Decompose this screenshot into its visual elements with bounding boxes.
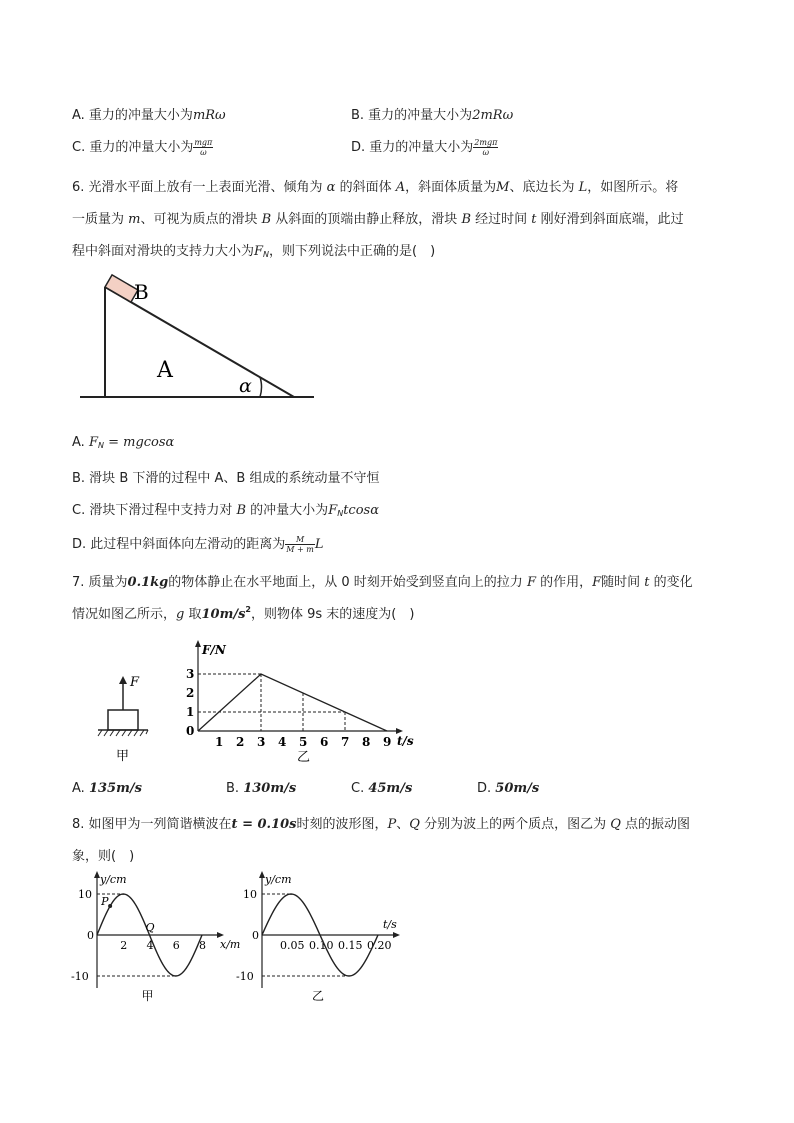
x-tick-label: 0.05: [280, 939, 305, 952]
y-axis-arrow: [195, 640, 201, 647]
figure-caption: 乙: [312, 989, 325, 1003]
q7-stem-line-2: [72, 603, 414, 622]
math: F: [526, 575, 536, 590]
math: Q: [409, 817, 420, 832]
y-tick-label: 2: [186, 686, 195, 700]
x-tick-label: 8: [199, 939, 206, 952]
y-axis-label: y/cm: [100, 873, 127, 886]
y-axis-label: F/N: [202, 643, 226, 657]
ground-hatching: [98, 730, 148, 736]
text: 7. 质量为: [72, 575, 128, 590]
x-tick-label: 2: [236, 735, 245, 749]
x-tick-label: 7: [341, 735, 350, 749]
q7-option-a: [72, 781, 142, 796]
figure-jia-caption: 甲: [116, 749, 130, 764]
q5-option-d-fraction: [473, 138, 498, 157]
q7-option-c: [351, 781, 412, 796]
math: F: [88, 435, 98, 450]
x-tick-label: 3: [257, 735, 266, 749]
y-tick-label: 1: [186, 705, 195, 719]
x-axis-label: t/s: [397, 734, 414, 748]
x-tick-label: 0.10: [309, 939, 334, 952]
math-superscript: 2: [245, 605, 251, 614]
q5-option-d-text: D. 重力的冲量大小为: [351, 140, 474, 155]
y-tick-label: 3: [186, 667, 195, 681]
math: 10m/s: [201, 607, 246, 622]
math: F: [592, 575, 602, 590]
fraction-denominator: ω: [200, 148, 207, 157]
x-tick-label: 2: [120, 939, 128, 952]
fraction-numerator: 2mgπ: [474, 138, 498, 147]
math-subscript: N: [97, 441, 104, 450]
math-subscript: N: [263, 250, 270, 259]
x-tick-label: 0.15: [338, 939, 363, 952]
text: ，则物体 9s 末的速度为( ): [250, 607, 415, 622]
q5-option-a: [72, 104, 226, 123]
angle-arc: [260, 377, 262, 397]
point-p-label: P: [101, 895, 109, 909]
x-tick-label: 8: [362, 735, 371, 749]
fraction-denominator: M + m: [286, 545, 314, 554]
q6-option-b: [72, 467, 379, 486]
text: A.: [72, 781, 89, 796]
x-axis-label: x/m: [220, 938, 241, 951]
text: 的斜面体: [335, 180, 396, 195]
math: L: [578, 180, 588, 195]
text: 随时间: [601, 575, 645, 590]
x-tick-label: 6: [172, 939, 180, 952]
x-tick-label: 1: [215, 735, 224, 749]
x-tick-label: 9: [383, 735, 392, 749]
x-tick-label: 4: [278, 735, 287, 749]
math: F: [328, 503, 338, 518]
math: t: [531, 212, 537, 227]
q5-option-b-text: B. 重力的冲量大小为: [351, 108, 473, 123]
q6-option-a: [72, 435, 174, 450]
y-tick-label: -10: [71, 970, 89, 983]
math: 45m/s: [368, 781, 413, 796]
q6-stem-line-1: [72, 176, 678, 195]
text: 时刻的波形图，: [296, 817, 388, 832]
text: 取: [184, 607, 202, 622]
text: 的变化: [649, 575, 693, 590]
q8-vibration-chart-yi: [238, 866, 408, 1006]
text: 的物体静止在水平地面上，从 0 时刻开始受到竖直向上的拉力: [168, 575, 527, 590]
math: F: [254, 244, 264, 259]
text: 象，则( ): [72, 849, 135, 864]
force-label: F: [130, 675, 140, 690]
math: B: [261, 212, 272, 227]
q7-option-d: [477, 781, 539, 796]
q7-force-time-chart: [178, 636, 414, 766]
q7-option-b: [226, 781, 296, 796]
text: D. 此过程中斜面体向左滑动的距离为: [72, 537, 286, 552]
q8-stem-line-2: [72, 845, 134, 864]
text: D.: [477, 781, 496, 796]
text: 点的振动图: [620, 817, 691, 832]
math: tcosα: [343, 503, 379, 518]
q5-option-c-text: C. 重力的冲量大小为: [72, 140, 194, 155]
fraction-numerator: mgπ: [194, 138, 213, 147]
q5-option-b: [351, 104, 513, 123]
q8-wave-chart-jia: [66, 866, 254, 1006]
force-series-line: [198, 674, 387, 731]
fraction-denominator: ω: [482, 148, 490, 157]
math: Q: [610, 817, 621, 832]
math: t = 0.10s: [231, 817, 297, 832]
x-axis-arrow: [393, 932, 400, 938]
q5-option-b-expr: 2mRω: [472, 108, 514, 123]
math: 50m/s: [495, 781, 540, 796]
q6-stem-line-3: [72, 240, 435, 259]
x-tick-label: 6: [320, 735, 329, 749]
text: B. 滑块 B 下滑的过程中 A、B 组成的系统动量不守恒: [72, 471, 380, 486]
text: 、可视为质点的滑块: [140, 212, 262, 227]
text: ，如图所示。将: [587, 180, 679, 195]
math: 0.1kg: [127, 575, 169, 590]
math: B: [461, 212, 471, 227]
label-a: A: [157, 358, 173, 383]
text: 程中斜面对滑块的支持力大小为: [72, 244, 255, 259]
text: ，斜面体质量为: [405, 180, 497, 195]
math: 135m/s: [88, 781, 142, 796]
q6-option-d: [72, 533, 324, 554]
text: 一质量为: [72, 212, 129, 227]
text: 、: [396, 817, 410, 832]
q6-incline-figure: [72, 270, 322, 405]
q5-option-c-fraction: [193, 138, 213, 157]
q7-stem-line-1: [72, 571, 693, 590]
y-tick-label: 0: [87, 929, 94, 942]
text: B.: [226, 781, 244, 796]
text: ，则下列说法中正确的是( ): [269, 244, 436, 259]
text: 从斜面的顶端由静止释放，滑块: [271, 212, 462, 227]
text: 刚好滑到斜面底端，此过: [536, 212, 684, 227]
q5-option-a-text: A. 重力的冲量大小为: [72, 108, 193, 123]
text: 8. 如图甲为一列简谐横波在: [72, 817, 232, 832]
x-axis-label: t/s: [383, 918, 397, 931]
q6-option-d-fraction: [285, 535, 315, 554]
x-tick-label: 4: [146, 939, 154, 952]
text: 的冲量大小为: [246, 503, 329, 518]
figure-caption: 甲: [141, 989, 154, 1003]
math: B: [236, 503, 247, 518]
y-tick-label: 10: [78, 888, 92, 901]
q7-figure-jia: [90, 668, 160, 768]
point-q-label: Q: [145, 921, 155, 934]
y-tick-label: 0: [252, 929, 259, 942]
math: A: [395, 180, 406, 195]
x-tick-label: 5: [299, 735, 308, 749]
q8-stem-line-1: [72, 813, 690, 832]
y-tick-label: -10: [236, 970, 254, 983]
math: α: [326, 180, 336, 195]
figure-yi-caption: 乙: [297, 750, 311, 765]
text: C. 滑块下滑过程中支持力对: [72, 503, 237, 518]
math: L: [314, 537, 324, 552]
y-tick-label: 10: [243, 888, 257, 901]
origin-label: 0: [186, 724, 195, 738]
q6-stem-line-2: [72, 208, 684, 227]
math: M: [496, 180, 510, 195]
point-p-marker: [108, 904, 112, 908]
text: 情况如图乙所示，: [72, 607, 177, 622]
q5-option-d: [351, 136, 498, 157]
force-arrow-head: [119, 676, 127, 684]
text: 、底边长为: [509, 180, 579, 195]
label-alpha: α: [239, 375, 252, 397]
q5-option-c: [72, 136, 213, 157]
text: C.: [351, 781, 369, 796]
text: 经过时间: [471, 212, 532, 227]
math-subscript: N: [337, 509, 344, 518]
math: P: [387, 817, 397, 832]
math: = mgcosα: [103, 435, 175, 450]
math: t: [644, 575, 650, 590]
fraction-numerator: M: [285, 535, 315, 545]
math: g: [176, 607, 185, 622]
object-block: [108, 710, 138, 730]
x-tick-label: 0.20: [367, 939, 392, 952]
text: 6. 光滑水平面上放有一上表面光滑、倾角为: [72, 180, 327, 195]
label-b: B: [134, 280, 149, 304]
math: 130m/s: [243, 781, 297, 796]
text: 分别为波上的两个质点，图乙为: [419, 817, 611, 832]
text: 的作用，: [535, 575, 593, 590]
q6-option-c: [72, 499, 379, 518]
q5-option-a-expr: mRω: [192, 108, 226, 123]
y-axis-label: y/cm: [265, 873, 292, 886]
math: m: [128, 212, 141, 227]
text: A.: [72, 435, 89, 450]
